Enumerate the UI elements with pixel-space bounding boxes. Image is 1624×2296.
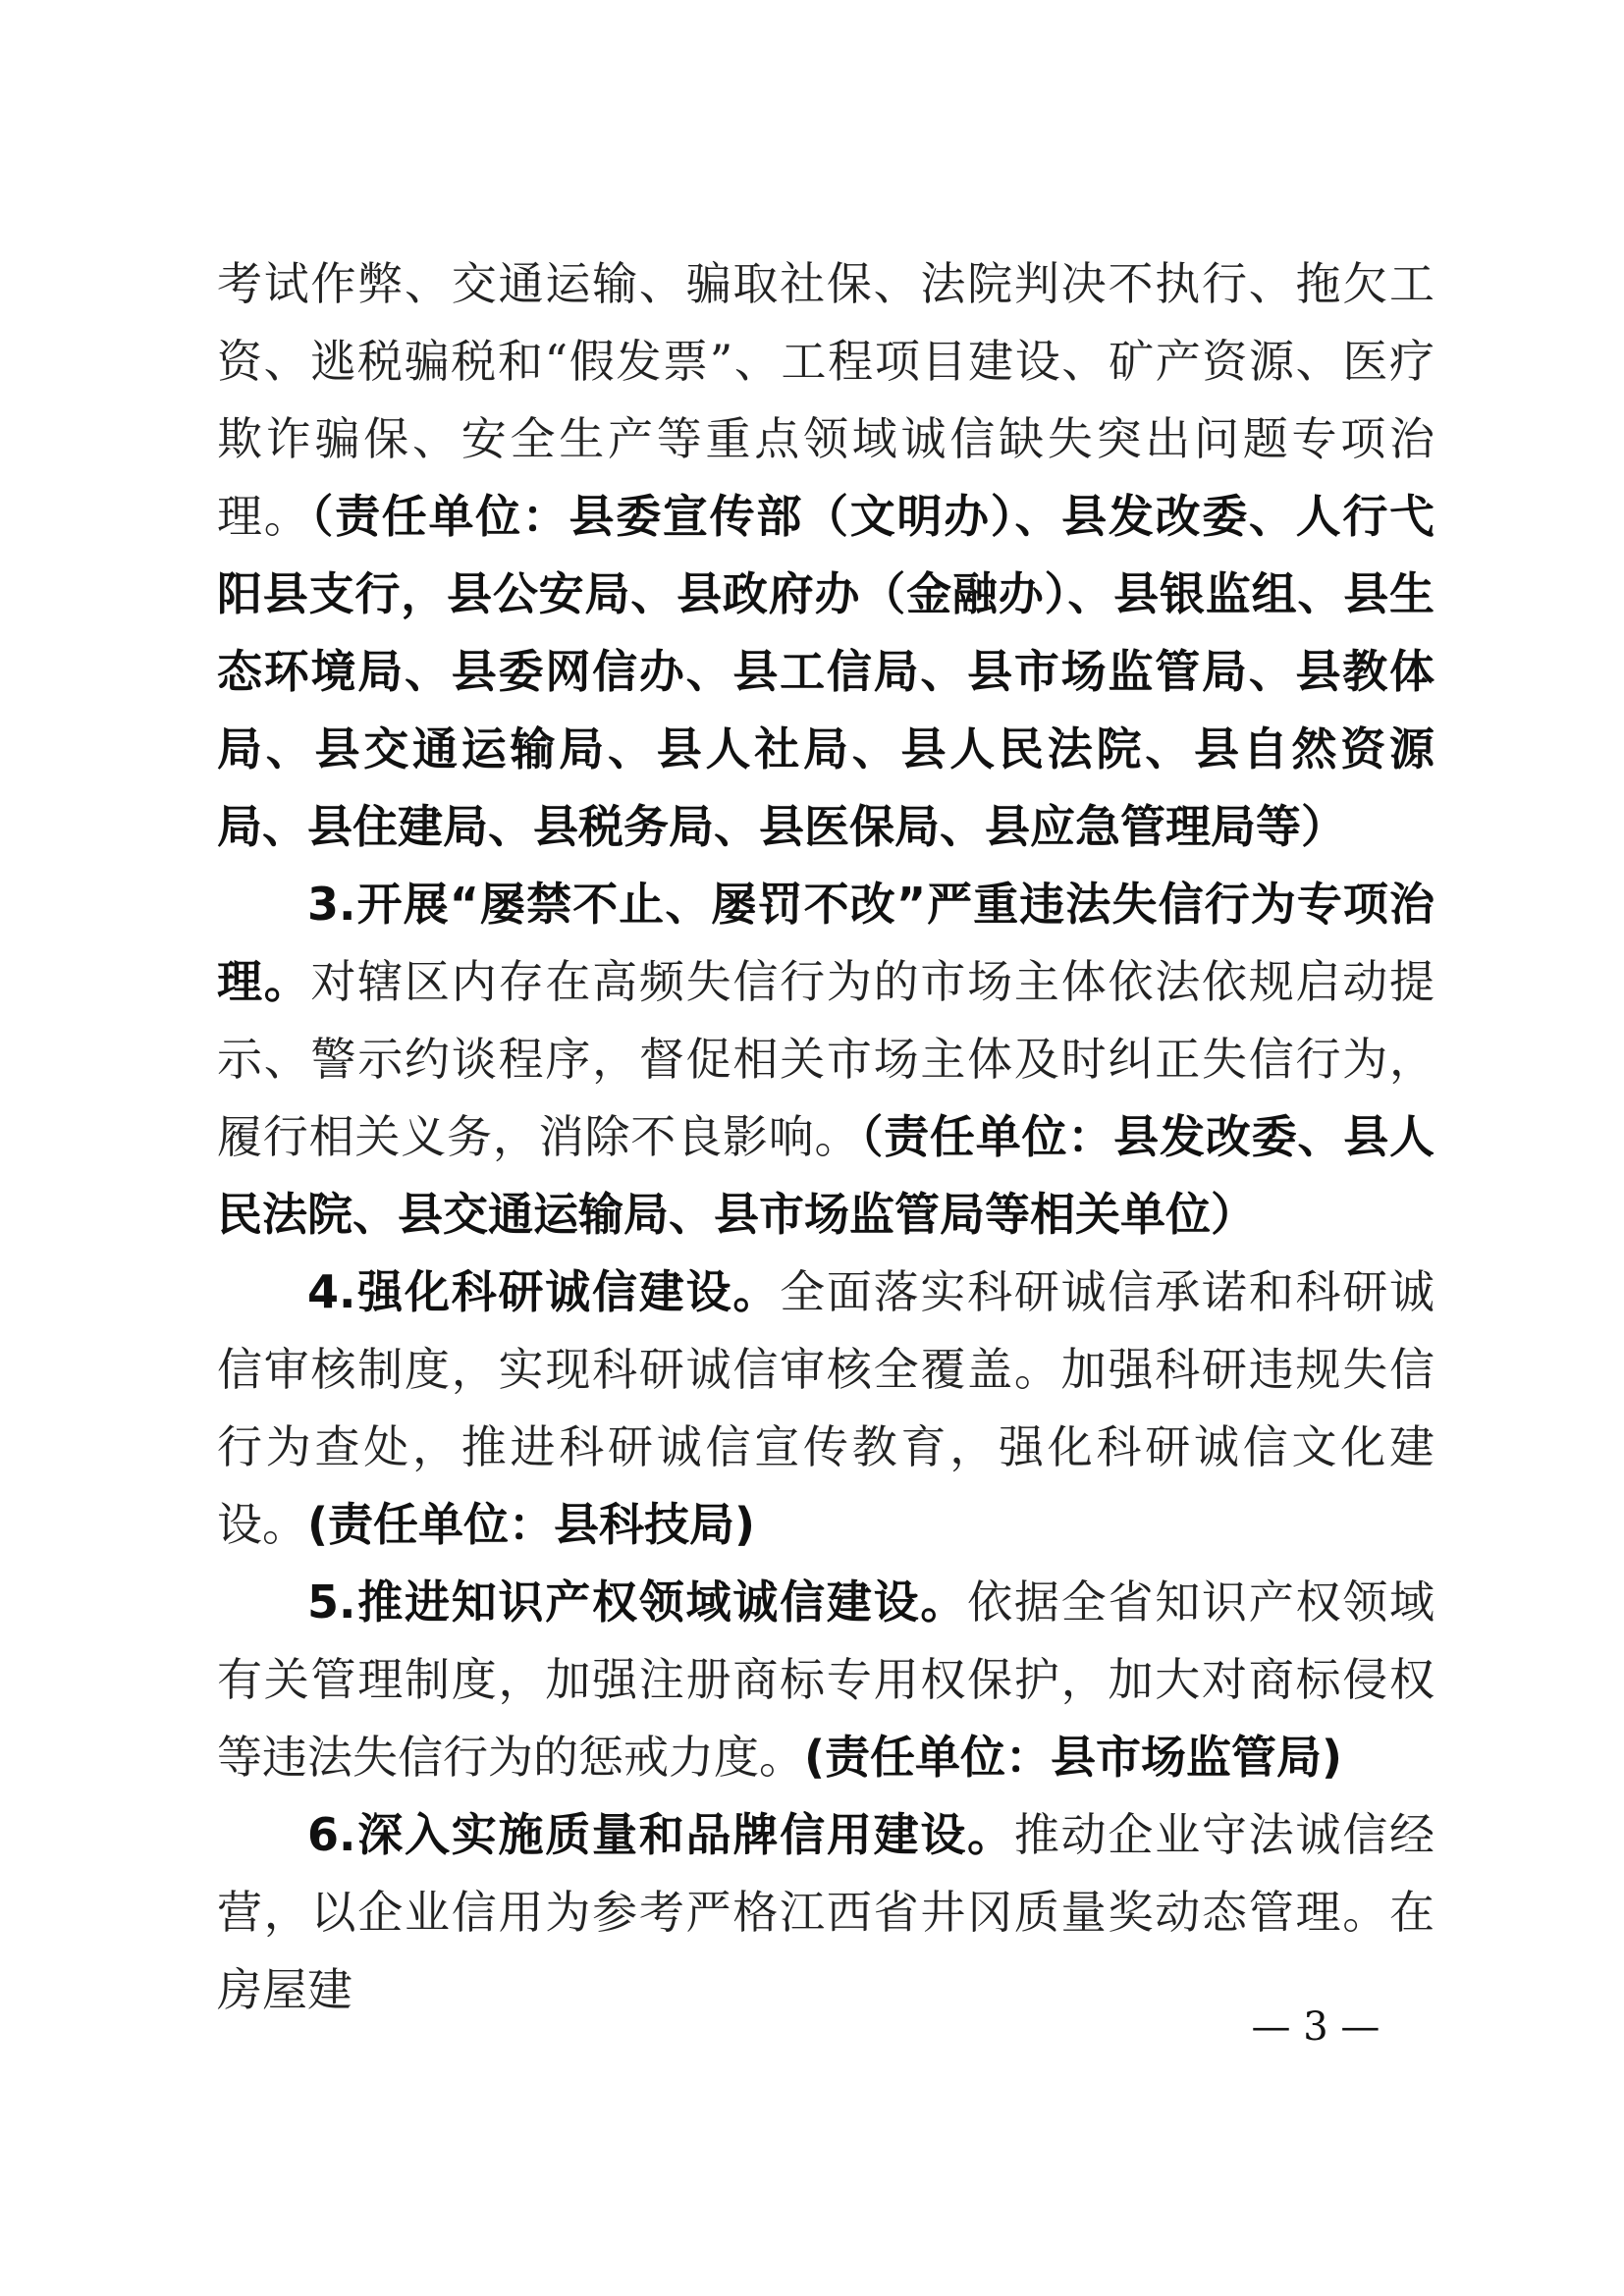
paragraph-2-text: 对辖区内存在高频失信行为的市场主体依法依规启动提示、警示约谈程序，督促相关市场主体及时纠正失信行为，履行相关义务，消除不良影响。 [217,955,1435,1163]
paragraph-3-responsibility: (责任单位：县科技局) [307,1498,756,1551]
paragraph-4-responsibility: (责任单位：县市场监管局) [804,1731,1343,1784]
page-number: — 3 — [1251,2004,1380,2050]
paragraph-5-heading: 6.深入实施质量和品牌信用建设。 [307,1808,1014,1861]
paragraph-1-text: 考试作弊、交通运输、骗取社保、法院判决不执行、拖欠工资、逃税骗税和“假发票”、工程项目建设、矿产资源、医疗欺诈骗保、安全生产等重点领域诚信缺失突出问题专项治理。 [217,257,1435,543]
document-body [217,245,1435,2029]
paragraph-2 [217,866,1435,1254]
paragraph-4 [217,1564,1435,1796]
paragraph-1-responsibility: （责任单位：县委宣传部（文明办）、县发改委、人行弋阳县支行，县公安局、县政府办（金融办）、县银监组、县生态环境局、县委网信办、县工信局、县市场监管局、县教体局、县交通运输局、县人社局、县人民法院、县自然资源局、县住建局、县税务局、县医保局、县应急管理局等） [217,490,1435,853]
paragraph-3 [217,1254,1435,1564]
paragraph-5 [217,1796,1435,2029]
paragraph-4-text: 依据全省知识产权领域有关管理制度，加强注册商标专用权保护，加大对商标侵权等违法失信行为的惩戒力度。 [217,1575,1435,1784]
paragraph-2-heading: 3.开展“屡禁不止、屡罚不改”严重违法失信行为专项治理。 [217,878,1435,1008]
paragraph-3-text: 全面落实科研诚信承诺和科研诚信审核制度，实现科研诚信审核全覆盖。加强科研违规失信行为查处，推进科研诚信宣传教育，强化科研诚信文化建设。 [217,1265,1435,1551]
paragraph-4-heading: 5.推进知识产权领域诚信建设。 [307,1575,968,1629]
paragraph-3-heading: 4.强化科研诚信建设。 [307,1265,781,1318]
paragraph-1 [217,245,1435,866]
paragraph-2-responsibility: （责任单位：县发改委、县人民法院、县交通运输局、县市场监管局等相关单位） [217,1110,1435,1241]
paragraph-5-text: 推动企业守法诚信经营，以企业信用为参考严格江西省井冈质量奖动态管理。在房屋建 [217,1808,1435,2016]
